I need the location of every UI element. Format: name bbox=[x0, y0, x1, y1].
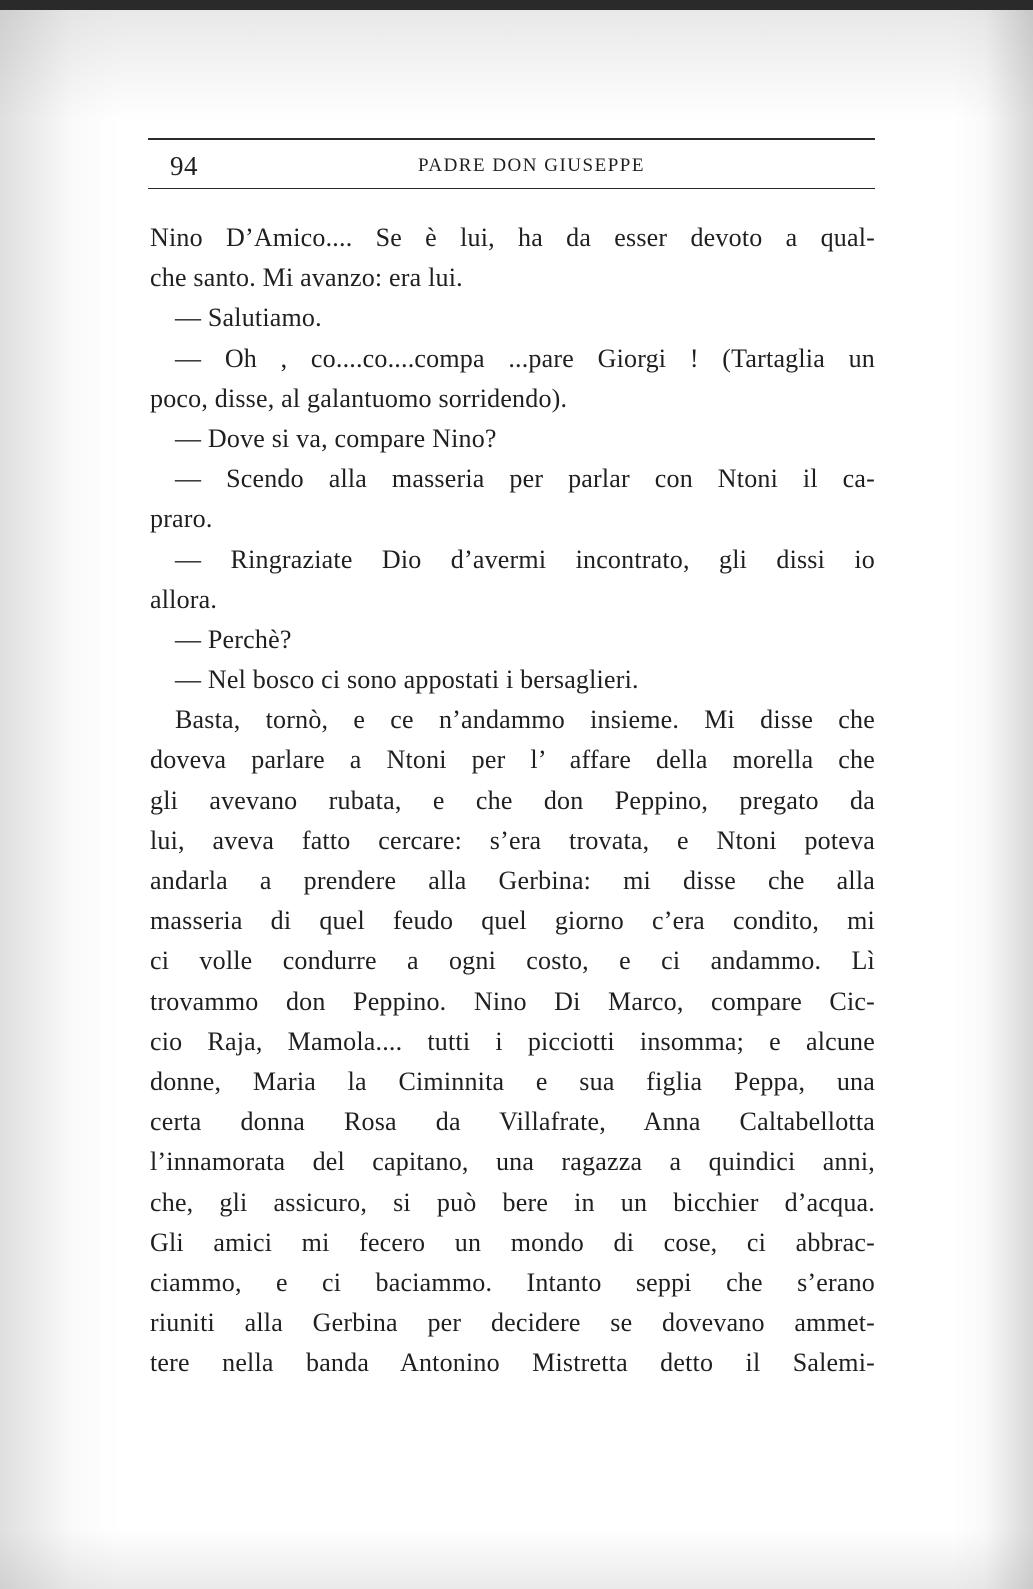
text-line: Gli amici mi fecero un mondo di cose, ci abbrac- bbox=[150, 1227, 875, 1257]
text-line: — Perchè? bbox=[175, 624, 292, 654]
text-line: l’innamorata del capitano, una ragazza a quindici anni, bbox=[150, 1147, 875, 1177]
header-rule-bottom bbox=[148, 188, 875, 189]
text-line: andarla a prendere alla Gerbina: mi disse che alla bbox=[150, 866, 875, 895]
text-line: che santo. Mi avanzo: era lui. bbox=[150, 263, 463, 293]
scan-shadow-bottom bbox=[0, 1529, 1033, 1589]
running-title: PADRE DON GIUSEPPE bbox=[418, 155, 645, 176]
header-rule-top bbox=[148, 138, 875, 140]
page-number: 94 bbox=[170, 151, 198, 181]
text-line: certa donna Rosa da Villafrate, Anna Caltabellotta bbox=[150, 1107, 875, 1137]
text-line: — Dove si va, compare Nino? bbox=[175, 423, 497, 453]
scan-top-edge bbox=[0, 0, 1033, 10]
text-line: donne, Maria la Ciminnita e sua figlia Peppa, una bbox=[150, 1066, 875, 1096]
scan-shadow-top bbox=[0, 10, 1033, 120]
text-line: — Ringraziate Dio d’avermi incontrato, gli dissi io bbox=[175, 544, 875, 574]
text-line: praro. bbox=[150, 504, 213, 534]
scan-shadow-left bbox=[0, 10, 120, 1589]
body-text bbox=[150, 218, 875, 1383]
text-line: — Nel bosco ci sono appostati i bersaglieri. bbox=[175, 665, 639, 695]
running-header bbox=[148, 138, 875, 192]
text-line: — Salutiamo. bbox=[175, 303, 322, 333]
text-line: lui, aveva fatto cercare: s’era trovata, e Ntoni poteva bbox=[150, 825, 875, 855]
text-line: trovammo don Peppino. Nino Di Marco, compare Cic- bbox=[150, 986, 875, 1016]
text-line: tere nella banda Antonino Mistretta detto il Salemi- bbox=[150, 1348, 875, 1378]
text-line: ciammo, e ci baciammo. Intanto seppi che s’erano bbox=[150, 1267, 875, 1297]
text-line: Basta, tornò, e ce n’andammo insieme. Mi disse che bbox=[175, 705, 875, 735]
text-line: Nino D’Amico.... Se è lui, ha da esser devoto a qual- bbox=[150, 223, 875, 252]
text-line: poco, disse, al galantuomo sorridendo). bbox=[150, 383, 568, 413]
text-line: gli avevano rubata, e che don Peppino, pregato da bbox=[150, 785, 875, 815]
text-line: ci volle condurre a ogni costo, e ci andammo. Lì bbox=[150, 946, 875, 976]
text-line: che, gli assicuro, si può bere in un bicchier d’acqua. bbox=[150, 1187, 875, 1217]
text-line: allora. bbox=[150, 584, 218, 614]
text-line: — Oh , co....co....compa ...pare Giorgi ! (Tartaglia un bbox=[175, 343, 875, 373]
text-line: riuniti alla Gerbina per decidere se dovevano ammet- bbox=[150, 1308, 875, 1338]
scan-shadow-right bbox=[953, 10, 1033, 1589]
text-line: doveva parlare a Ntoni per l’ affare della morella che bbox=[150, 745, 875, 775]
text-line: masseria di quel feudo quel giorno c’era condito, mi bbox=[150, 906, 875, 936]
text-line: — Scendo alla masseria per parlar con Ntoni il ca- bbox=[175, 464, 875, 494]
text-line: cio Raja, Mamola.... tutti i picciotti insomma; e alcune bbox=[150, 1026, 875, 1056]
